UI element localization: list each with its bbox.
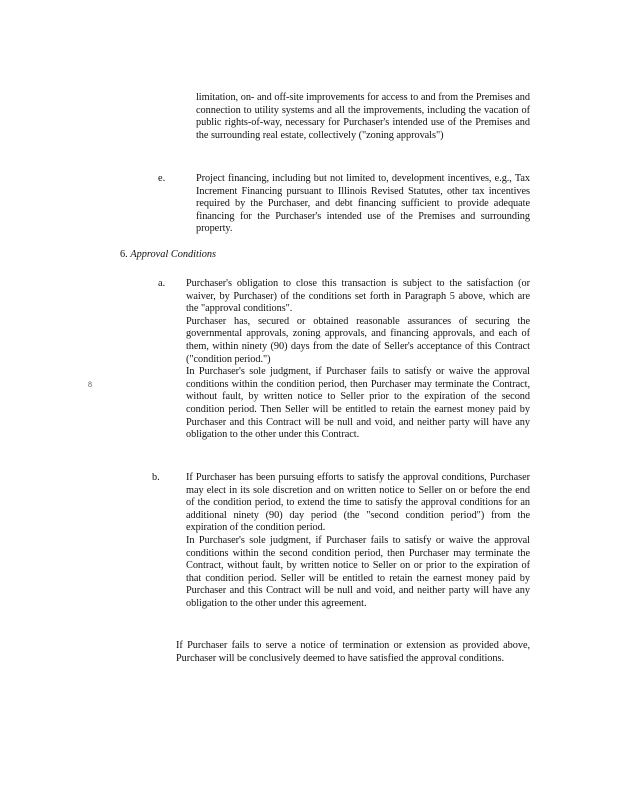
- section-number: 6.: [120, 249, 128, 260]
- item-a-marker: a.: [158, 278, 166, 289]
- continued-paragraph: limitation, on- and off-site improvements for access to and from the Premises and connection to utility systems and all the improvements, including the vacation of public rights-of-way, necessary for Purchaser's intended use of the Premises and the surrounding real estate, collectively ("zoning approvals"): [196, 92, 530, 141]
- item-a-paragraph-3: In Purchaser's sole judgment, if Purchaser fails to satisfy or waive the approval conditions within the condition period, then Purchaser may terminate the Contract, without fault, by written notice to Seller prior to the expiration of the second condition period. Then Seller will be entitled to retain the earnest money paid by Purchaser and this Contract will be null and void, and neither party will have any obligation to the other under this Contract.: [186, 366, 530, 441]
- item-e-text: Project financing, including but not limited to, development incentives, e.g., Tax Increment Financing pursuant to Illinois Revised Statutes, other tax incentives required by the Purchaser, and debt financing sufficient to provide adequate financing for the Purchaser's intended use of the Premises and surrounding property.: [196, 173, 530, 235]
- item-b-paragraph-2: In Purchaser's sole judgment, if Purchaser fails to satisfy or waive the approval conditions within the second condition period, then Purchaser may terminate the Contract, without fault, by written notice to Seller on or prior to the expiration of that condition period. Seller will be entitled to retain the earnest money paid by Purchaser and this Contract will be null and void, and neither party will have any obligation to the other under this agreement.: [186, 534, 530, 609]
- item-a-paragraph-1: Purchaser's obligation to close this transaction is subject to the satisfaction (or waiver, by Purchaser) of the conditions set forth in Paragraph 5 above, which are the "approval conditions".: [186, 278, 530, 315]
- item-b-text: [186, 472, 530, 611]
- section-heading: [120, 249, 216, 262]
- closing-paragraph: If Purchaser fails to serve a notice of termination or extension as provided above, Purchaser will be conclusively deemed to have satisfied the approval conditions.: [176, 640, 530, 664]
- item-e-marker: e.: [158, 173, 166, 184]
- item-a-paragraph-2: Purchaser has, secured or obtained reasonable assurances of securing the governmental approvals, zoning approvals, and financing approvals, and each of them, within ninety (90) days from the date of Seller's acceptance of this Contract ("condition period."): [186, 315, 530, 365]
- item-b-paragraph-1: If Purchaser has been pursuing efforts to satisfy the approval conditions, Purchaser may elect in its sole discretion and on written notice to Seller on or before the end of the condition period, to extend the time to satisfy the approval conditions for an additional ninety (90) day period (the "second condition period") from the expiration of the condition period.: [186, 472, 530, 534]
- item-a-text: [186, 278, 530, 442]
- section-title: Approval Conditions: [130, 249, 217, 260]
- item-b-marker: b.: [152, 472, 160, 483]
- margin-mark: 8: [88, 380, 92, 389]
